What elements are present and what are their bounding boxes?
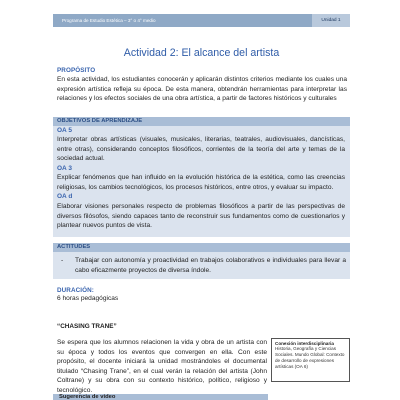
sugerencia-header xyxy=(53,394,268,400)
conexion-box xyxy=(271,338,350,382)
oa-code: OA 5 xyxy=(57,127,72,134)
objetivos-heading: OBJETIVOS DE APRENDIZAJE xyxy=(57,118,143,124)
actitudes-bullet: - xyxy=(61,257,64,264)
page-header xyxy=(0,0,400,44)
proposito-text: En esta actividad, los estudiantes conocerán y aplicarán distintos criterios mediante los cuales una expresión artística refleja su época. De esta manera, obtendrán herramientas para interpretar las relaciones y los efectos sociales de una obra artística, a partir de factores históricos y culturales xyxy=(57,76,347,103)
duracion-text: 6 horas pedagógicas xyxy=(57,295,119,302)
objetivos-header xyxy=(53,117,350,126)
program-header-bar xyxy=(53,14,350,27)
chasing-heading: “CHASING TRANE” xyxy=(57,323,117,330)
conexion-text: Historia, Geografía y Ciencias Sociales. Mundo Global: Contexto de desarrollo de expresiones artísticas (OA 6) xyxy=(275,346,345,369)
proposito-heading: PROPÓSITO xyxy=(57,67,96,74)
activity-title: Actividad 2: El alcance del artista xyxy=(123,47,280,59)
duracion-heading: DURACIÓN: xyxy=(57,287,94,294)
oa-text: Elaborar visiones personales respecto de problemas filosóficos a partir de las perspectivas de diversos filósofos, siendo capaces tanto de reconstruir sus fundamentos como de cuestionarlos y plantear nuevos puntos de vista. xyxy=(57,203,345,230)
oa-code: OA 3 xyxy=(57,165,72,172)
chasing-text: Se espera que los alumnos relacionen la vida y obra de un artista con su época y todos los eventos que convergen en ella. Con este propósito, el docente iniciará la unidad mostrándoles el documental titulado “Chasing Trane”, en el cual verán la relación del artista (John Coltrane) y su obra con su contexto histórico, político, religioso y tecnológico. xyxy=(57,339,267,394)
actitudes-heading: ACTITUDES xyxy=(57,244,91,250)
oa-text: Explicar fenómenos que han influido en la evolución histórica de la estética, como las creencias religiosas, los cambios tecnológicos, los procesos históricos, entre otros, y evaluar su impacto. xyxy=(57,174,345,191)
unit-badge: Unidad 1 xyxy=(312,14,350,27)
sugerencia-heading: Sugerencia de video xyxy=(59,394,116,400)
actitudes-box xyxy=(53,243,350,279)
conexion-title: Conexión interdisciplinaria xyxy=(275,341,334,346)
program-name: Programa de Estudio Estética – 3° o 4° medio xyxy=(62,18,156,23)
oa-text: Interpretar obras artísticas (visuales, musicales, literarias, teatrales, audiovisuales, dancísticas, entre otras), considerando conceptos filosóficos, corrientes de la teoría del arte y temas de la sociedad actual. xyxy=(57,136,345,163)
actitudes-text: Trabajar con autonomía y proactividad en trabajos colaborativos e individuales para llevar a cabo eficazmente proyectos de diversa índole. xyxy=(75,257,346,274)
actitudes-header xyxy=(53,243,350,252)
oa-code: OA d xyxy=(57,193,73,200)
objetivos-box xyxy=(53,117,350,237)
